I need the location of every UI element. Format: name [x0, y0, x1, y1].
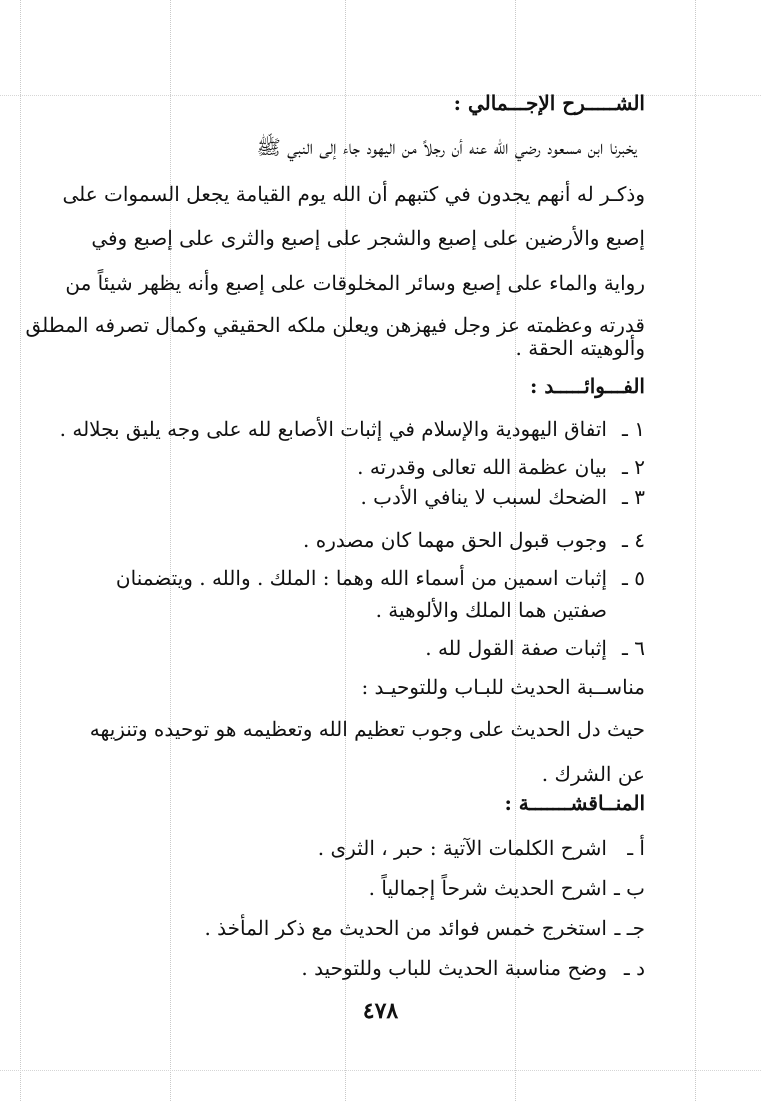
page-number: ٤٧٨	[362, 998, 399, 1024]
discussion-item	[100, 913, 645, 943]
item-text: الضحك لسبب لا ينافي الأدب .	[360, 485, 607, 509]
benefit-item	[100, 525, 645, 555]
explanation-line: إصبع والأرضين على إصبع والشجر على إصبع والثرى على إصبع وفي	[91, 226, 645, 250]
item-number: ٣ ـ	[622, 485, 645, 509]
item-number: ٦ ـ	[622, 636, 645, 660]
relevance-line: عن الشرك .	[541, 762, 645, 786]
item-text: بيان عظمة الله تعالى وقدرته .	[357, 455, 607, 479]
item-text: وضح مناسبة الحديث للباب وللتوحيد .	[301, 956, 607, 980]
item-number: جـ ـ	[614, 916, 645, 940]
explanation-line: وذكـر له أنهم يجدون في كتبهم أن الله يوم القيامة يجعل السموات على	[62, 182, 645, 206]
grid-line	[0, 1070, 761, 1071]
item-text: اتفاق اليهودية والإسلام في إثبات الأصابع لله على وجه يليق بجلاله .	[59, 417, 607, 441]
item-number: ٥ ـ	[622, 566, 645, 590]
benefit-item	[100, 563, 645, 593]
grid-line	[695, 0, 696, 1101]
benefit-item	[100, 482, 645, 512]
discussion-item	[100, 953, 645, 983]
item-text: إثبات اسمين من أسماء الله وهما : الملك . والله . ويتضمنان	[115, 566, 607, 590]
grid-line	[20, 0, 21, 1101]
benefit-item	[100, 633, 645, 663]
item-text: وجوب قبول الحق مهما كان مصدره .	[303, 528, 607, 552]
benefit-item	[100, 452, 645, 482]
item-number: أ ـ	[627, 836, 645, 860]
item-text: صفتين هما الملك والألوهية .	[375, 598, 607, 622]
relevance-heading: مناســبة الحديث للبـاب وللتوحيـد :	[361, 675, 645, 699]
explanation-line: رواية والماء على إصبع وسائر المخلوقات على إصبع وأنه يظهر شيئاً من	[65, 271, 645, 295]
item-number: ٢ ـ	[622, 455, 645, 479]
explanation-line: يخبرنا ابن مسعود رضي الله عنه أن رجلاً من اليهود جاء إلى النبي ﷺ	[256, 135, 637, 159]
item-number: ٤ ـ	[622, 528, 645, 552]
item-number: د ـ	[623, 956, 645, 980]
discussion-item	[100, 873, 645, 903]
item-text: إثبات صفة القول لله .	[425, 636, 607, 660]
explanation-line: وألوهيته الحقة .	[515, 336, 645, 360]
benefits-heading: الفـــوائـــــد :	[530, 374, 645, 398]
item-number: ١ ـ	[622, 417, 645, 441]
discussion-item	[100, 833, 645, 863]
benefit-item-continuation	[100, 595, 645, 625]
relevance-line: حيث دل الحديث على وجوب تعظيم الله وتعظيمه هو توحيده وتنزيهه	[89, 717, 645, 741]
explanation-line: قدرته وعظمته عز وجل فيهزهن ويعلن ملكه الحقيقي وكمال تصرفه المطلق	[25, 313, 645, 337]
explanation-heading: الشـــــرح الإجـــمالي :	[453, 91, 645, 115]
benefit-item	[59, 414, 645, 444]
item-text: استخرج خمس فوائد من الحديث مع ذكر المأخذ .	[204, 916, 607, 940]
discussion-heading: المنــاقشـــــــة :	[504, 791, 645, 815]
item-text: اشرح الكلمات الآتية : حبر ، الثرى .	[317, 836, 607, 860]
item-number: ب ـ	[613, 876, 645, 900]
item-text: اشرح الحديث شرحاً إجمالياً .	[368, 876, 607, 900]
